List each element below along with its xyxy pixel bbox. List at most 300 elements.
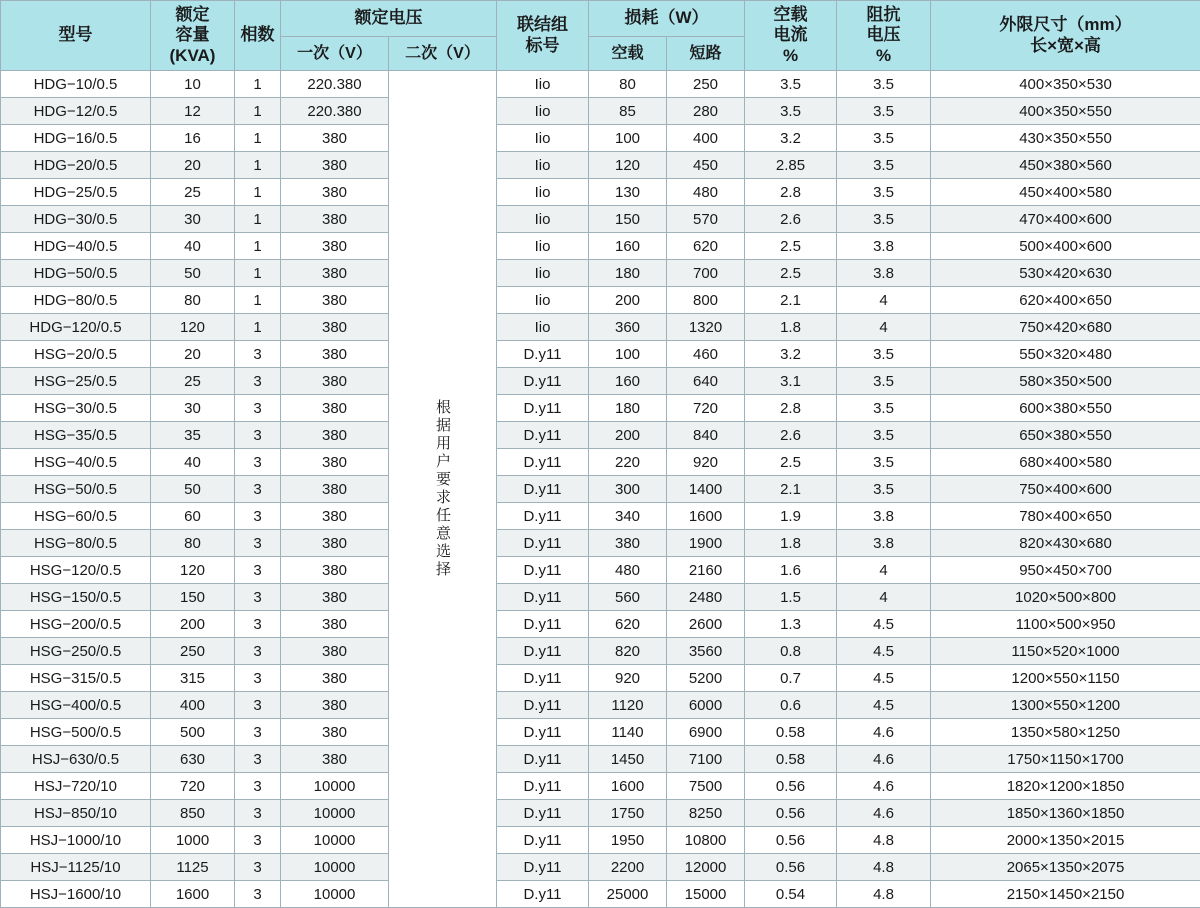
cell-impedance-voltage: 3.5 — [837, 422, 931, 449]
cell-capacity: 40 — [151, 449, 235, 476]
cell-loss-noload: 25000 — [589, 881, 667, 908]
cell-phases: 1 — [235, 287, 281, 314]
cell-loss-short: 12000 — [667, 854, 745, 881]
cell-loss-noload: 100 — [589, 341, 667, 368]
cell-model: HDG−120/0.5 — [1, 314, 151, 341]
table-row — [1, 314, 1200, 341]
table-row — [1, 152, 1200, 179]
header-current-line3: % — [747, 46, 834, 66]
cell-voltage-primary: 380 — [281, 692, 389, 719]
cell-phases: 3 — [235, 341, 281, 368]
table-body — [1, 71, 1200, 908]
cell-model: HSG−20/0.5 — [1, 341, 151, 368]
cell-loss-short: 570 — [667, 206, 745, 233]
cell-phases: 3 — [235, 422, 281, 449]
cell-noload-current: 2.6 — [745, 422, 837, 449]
cell-noload-current: 0.56 — [745, 827, 837, 854]
cell-noload-current: 3.5 — [745, 98, 837, 125]
cell-phases: 1 — [235, 71, 281, 98]
cell-connection-group: Iio — [497, 152, 589, 179]
cell-dimensions: 1350×580×1250 — [931, 719, 1200, 746]
cell-model: HSG−35/0.5 — [1, 422, 151, 449]
cell-phases: 1 — [235, 179, 281, 206]
table-row — [1, 584, 1200, 611]
cell-dimensions: 400×350×550 — [931, 98, 1200, 125]
table-row — [1, 98, 1200, 125]
cell-loss-short: 400 — [667, 125, 745, 152]
cell-loss-noload: 80 — [589, 71, 667, 98]
cell-connection-group: D.y11 — [497, 854, 589, 881]
cell-capacity: 200 — [151, 611, 235, 638]
cell-model: HSJ−850/10 — [1, 800, 151, 827]
header-capacity-line3: (KVA) — [153, 46, 232, 66]
cell-model: HSG−30/0.5 — [1, 395, 151, 422]
header-voltage-secondary: 二次（V） — [389, 36, 497, 70]
cell-phases: 1 — [235, 125, 281, 152]
cell-voltage-primary: 380 — [281, 260, 389, 287]
cell-loss-short: 15000 — [667, 881, 745, 908]
header-loss: 损耗（W） — [589, 1, 745, 37]
cell-impedance-voltage: 3.5 — [837, 71, 931, 98]
cell-loss-short: 2480 — [667, 584, 745, 611]
cell-voltage-secondary-note: 根据用户要求任意选择 — [389, 71, 497, 908]
cell-connection-group: D.y11 — [497, 746, 589, 773]
cell-voltage-primary: 10000 — [281, 881, 389, 908]
cell-capacity: 250 — [151, 638, 235, 665]
cell-dimensions: 580×350×500 — [931, 368, 1200, 395]
cell-dimensions: 780×400×650 — [931, 503, 1200, 530]
cell-impedance-voltage: 3.5 — [837, 341, 931, 368]
cell-dimensions: 500×400×600 — [931, 233, 1200, 260]
table-header — [1, 1, 1200, 71]
table-row — [1, 395, 1200, 422]
cell-model: HSJ−1000/10 — [1, 827, 151, 854]
cell-noload-current: 0.7 — [745, 665, 837, 692]
table-row — [1, 71, 1200, 98]
cell-capacity: 120 — [151, 314, 235, 341]
cell-dimensions: 1850×1360×1850 — [931, 800, 1200, 827]
cell-model: HSJ−1600/10 — [1, 881, 151, 908]
cell-model: HSG−60/0.5 — [1, 503, 151, 530]
cell-noload-current: 2.5 — [745, 260, 837, 287]
cell-impedance-voltage: 3.5 — [837, 206, 931, 233]
cell-voltage-primary: 380 — [281, 314, 389, 341]
cell-capacity: 25 — [151, 179, 235, 206]
table-row — [1, 800, 1200, 827]
cell-phases: 3 — [235, 773, 281, 800]
cell-noload-current: 2.6 — [745, 206, 837, 233]
cell-loss-noload: 2200 — [589, 854, 667, 881]
cell-capacity: 50 — [151, 476, 235, 503]
cell-phases: 3 — [235, 503, 281, 530]
cell-dimensions: 1750×1150×1700 — [931, 746, 1200, 773]
cell-dimensions: 650×380×550 — [931, 422, 1200, 449]
cell-connection-group: Iio — [497, 314, 589, 341]
cell-phases: 3 — [235, 557, 281, 584]
cell-loss-short: 250 — [667, 71, 745, 98]
cell-loss-noload: 1120 — [589, 692, 667, 719]
cell-phases: 3 — [235, 692, 281, 719]
cell-loss-noload: 620 — [589, 611, 667, 638]
cell-connection-group: Iio — [497, 179, 589, 206]
cell-loss-short: 800 — [667, 287, 745, 314]
cell-model: HSG−400/0.5 — [1, 692, 151, 719]
cell-model: HSG−500/0.5 — [1, 719, 151, 746]
cell-loss-noload: 130 — [589, 179, 667, 206]
table-row — [1, 341, 1200, 368]
cell-loss-noload: 1750 — [589, 800, 667, 827]
cell-capacity: 500 — [151, 719, 235, 746]
cell-model: HSG−250/0.5 — [1, 638, 151, 665]
cell-loss-short: 720 — [667, 395, 745, 422]
table-row — [1, 557, 1200, 584]
cell-voltage-primary: 380 — [281, 368, 389, 395]
cell-impedance-voltage: 4.6 — [837, 746, 931, 773]
cell-voltage-primary: 10000 — [281, 773, 389, 800]
cell-noload-current: 2.8 — [745, 395, 837, 422]
header-capacity-line2: 容量 — [153, 25, 232, 45]
cell-model: HDG−80/0.5 — [1, 287, 151, 314]
cell-capacity: 30 — [151, 206, 235, 233]
cell-loss-short: 450 — [667, 152, 745, 179]
cell-voltage-primary: 380 — [281, 179, 389, 206]
cell-loss-short: 620 — [667, 233, 745, 260]
header-impedance-line1: 阻抗 — [839, 5, 928, 25]
cell-noload-current: 0.56 — [745, 800, 837, 827]
cell-loss-noload: 180 — [589, 395, 667, 422]
cell-impedance-voltage: 4.6 — [837, 800, 931, 827]
cell-dimensions: 620×400×650 — [931, 287, 1200, 314]
cell-loss-noload: 220 — [589, 449, 667, 476]
cell-model: HDG−40/0.5 — [1, 233, 151, 260]
cell-connection-group: Iio — [497, 260, 589, 287]
cell-model: HDG−50/0.5 — [1, 260, 151, 287]
cell-connection-group: D.y11 — [497, 368, 589, 395]
header-dim-line1: 外限尺寸（mm） — [933, 15, 1198, 35]
cell-impedance-voltage: 3.5 — [837, 125, 931, 152]
cell-impedance-voltage: 3.5 — [837, 476, 931, 503]
cell-capacity: 80 — [151, 530, 235, 557]
cell-noload-current: 0.54 — [745, 881, 837, 908]
cell-phases: 3 — [235, 854, 281, 881]
cell-connection-group: D.y11 — [497, 719, 589, 746]
cell-impedance-voltage: 3.8 — [837, 260, 931, 287]
cell-capacity: 315 — [151, 665, 235, 692]
cell-voltage-primary: 380 — [281, 503, 389, 530]
cell-capacity: 12 — [151, 98, 235, 125]
cell-connection-group: D.y11 — [497, 584, 589, 611]
cell-connection-group: Iio — [497, 287, 589, 314]
cell-connection-group: Iio — [497, 98, 589, 125]
cell-dimensions: 400×350×530 — [931, 71, 1200, 98]
table-row — [1, 854, 1200, 881]
cell-noload-current: 2.1 — [745, 476, 837, 503]
cell-model: HSG−50/0.5 — [1, 476, 151, 503]
header-group-line2: 标号 — [499, 36, 586, 56]
cell-impedance-voltage: 4.8 — [837, 854, 931, 881]
cell-phases: 3 — [235, 827, 281, 854]
cell-model: HSJ−1125/10 — [1, 854, 151, 881]
cell-impedance-voltage: 4.5 — [837, 638, 931, 665]
cell-loss-short: 460 — [667, 341, 745, 368]
header-capacity-line1: 额定 — [153, 5, 232, 25]
cell-dimensions: 680×400×580 — [931, 449, 1200, 476]
cell-voltage-primary: 380 — [281, 557, 389, 584]
cell-loss-noload: 160 — [589, 368, 667, 395]
cell-connection-group: Iio — [497, 125, 589, 152]
cell-capacity: 30 — [151, 395, 235, 422]
table-row — [1, 422, 1200, 449]
cell-loss-noload: 1450 — [589, 746, 667, 773]
cell-voltage-primary: 380 — [281, 422, 389, 449]
cell-impedance-voltage: 3.5 — [837, 98, 931, 125]
cell-loss-short: 6900 — [667, 719, 745, 746]
cell-connection-group: D.y11 — [497, 773, 589, 800]
cell-loss-noload: 300 — [589, 476, 667, 503]
cell-capacity: 60 — [151, 503, 235, 530]
cell-impedance-voltage: 3.5 — [837, 152, 931, 179]
cell-connection-group: D.y11 — [497, 449, 589, 476]
cell-connection-group: D.y11 — [497, 692, 589, 719]
cell-voltage-primary: 380 — [281, 584, 389, 611]
cell-dimensions: 1300×550×1200 — [931, 692, 1200, 719]
cell-phases: 1 — [235, 152, 281, 179]
header-voltage-primary: 一次（V） — [281, 36, 389, 70]
cell-model: HDG−25/0.5 — [1, 179, 151, 206]
cell-voltage-primary: 380 — [281, 125, 389, 152]
header-impedance-line3: % — [839, 46, 928, 66]
cell-noload-current: 1.3 — [745, 611, 837, 638]
cell-voltage-primary: 220.380 — [281, 71, 389, 98]
cell-connection-group: Iio — [497, 206, 589, 233]
cell-phases: 3 — [235, 476, 281, 503]
cell-phases: 1 — [235, 314, 281, 341]
cell-loss-noload: 480 — [589, 557, 667, 584]
cell-connection-group: D.y11 — [497, 827, 589, 854]
cell-voltage-primary: 380 — [281, 395, 389, 422]
cell-loss-short: 6000 — [667, 692, 745, 719]
cell-loss-noload: 120 — [589, 152, 667, 179]
cell-loss-short: 1900 — [667, 530, 745, 557]
cell-voltage-primary: 380 — [281, 746, 389, 773]
cell-phases: 3 — [235, 719, 281, 746]
header-current-line1: 空载 — [747, 5, 834, 25]
cell-impedance-voltage: 4.5 — [837, 692, 931, 719]
cell-noload-current: 3.1 — [745, 368, 837, 395]
header-group-line1: 联结组 — [499, 15, 586, 35]
cell-voltage-primary: 380 — [281, 341, 389, 368]
cell-connection-group: D.y11 — [497, 341, 589, 368]
cell-connection-group: D.y11 — [497, 503, 589, 530]
cell-dimensions: 820×430×680 — [931, 530, 1200, 557]
table-row — [1, 746, 1200, 773]
cell-model: HSG−80/0.5 — [1, 530, 151, 557]
cell-loss-noload: 340 — [589, 503, 667, 530]
cell-capacity: 850 — [151, 800, 235, 827]
cell-loss-short: 480 — [667, 179, 745, 206]
cell-phases: 3 — [235, 611, 281, 638]
table-row — [1, 719, 1200, 746]
cell-capacity: 80 — [151, 287, 235, 314]
cell-phases: 1 — [235, 98, 281, 125]
cell-model: HSG−40/0.5 — [1, 449, 151, 476]
table-row — [1, 773, 1200, 800]
cell-dimensions: 470×400×600 — [931, 206, 1200, 233]
cell-dimensions: 750×420×680 — [931, 314, 1200, 341]
cell-loss-noload: 85 — [589, 98, 667, 125]
cell-connection-group: D.y11 — [497, 800, 589, 827]
cell-loss-noload: 360 — [589, 314, 667, 341]
table-row — [1, 476, 1200, 503]
cell-model: HDG−16/0.5 — [1, 125, 151, 152]
cell-impedance-voltage: 3.5 — [837, 179, 931, 206]
cell-voltage-primary: 380 — [281, 449, 389, 476]
header-connection-group — [497, 1, 589, 71]
cell-model: HSG−120/0.5 — [1, 557, 151, 584]
header-model: 型号 — [1, 1, 151, 71]
cell-loss-noload: 920 — [589, 665, 667, 692]
header-loss-noload: 空载 — [589, 36, 667, 70]
cell-loss-noload: 180 — [589, 260, 667, 287]
cell-noload-current: 0.6 — [745, 692, 837, 719]
cell-capacity: 1000 — [151, 827, 235, 854]
cell-capacity: 150 — [151, 584, 235, 611]
cell-dimensions: 1150×520×1000 — [931, 638, 1200, 665]
cell-loss-noload: 820 — [589, 638, 667, 665]
cell-loss-noload: 1950 — [589, 827, 667, 854]
cell-capacity: 1600 — [151, 881, 235, 908]
table-row — [1, 611, 1200, 638]
table-row — [1, 449, 1200, 476]
cell-loss-noload: 1600 — [589, 773, 667, 800]
table-row — [1, 827, 1200, 854]
cell-phases: 1 — [235, 233, 281, 260]
cell-noload-current: 1.9 — [745, 503, 837, 530]
cell-phases: 3 — [235, 395, 281, 422]
cell-connection-group: D.y11 — [497, 881, 589, 908]
table-row — [1, 179, 1200, 206]
table-row — [1, 692, 1200, 719]
cell-connection-group: D.y11 — [497, 557, 589, 584]
cell-noload-current: 0.58 — [745, 719, 837, 746]
cell-voltage-primary: 380 — [281, 611, 389, 638]
header-impedance-line2: 电压 — [839, 25, 928, 45]
header-capacity — [151, 1, 235, 71]
cell-loss-short: 280 — [667, 98, 745, 125]
cell-loss-noload: 1140 — [589, 719, 667, 746]
cell-voltage-primary: 380 — [281, 152, 389, 179]
cell-loss-noload: 150 — [589, 206, 667, 233]
cell-voltage-primary: 380 — [281, 530, 389, 557]
cell-impedance-voltage: 4 — [837, 287, 931, 314]
cell-voltage-primary: 10000 — [281, 854, 389, 881]
cell-capacity: 35 — [151, 422, 235, 449]
cell-noload-current: 2.85 — [745, 152, 837, 179]
header-dim-line2: 长×宽×高 — [933, 36, 1198, 56]
cell-phases: 3 — [235, 746, 281, 773]
table-row — [1, 233, 1200, 260]
cell-dimensions: 1200×550×1150 — [931, 665, 1200, 692]
cell-voltage-primary: 10000 — [281, 800, 389, 827]
cell-noload-current: 3.5 — [745, 71, 837, 98]
cell-phases: 3 — [235, 584, 281, 611]
cell-phases: 1 — [235, 260, 281, 287]
cell-voltage-primary: 380 — [281, 719, 389, 746]
cell-loss-noload: 200 — [589, 287, 667, 314]
cell-voltage-primary: 380 — [281, 638, 389, 665]
cell-loss-short: 10800 — [667, 827, 745, 854]
cell-impedance-voltage: 3.8 — [837, 233, 931, 260]
cell-impedance-voltage: 4 — [837, 584, 931, 611]
cell-dimensions: 1820×1200×1850 — [931, 773, 1200, 800]
cell-phases: 1 — [235, 206, 281, 233]
header-loss-short: 短路 — [667, 36, 745, 70]
cell-voltage-primary: 380 — [281, 206, 389, 233]
header-noload-current — [745, 1, 837, 71]
cell-capacity: 630 — [151, 746, 235, 773]
cell-loss-short: 840 — [667, 422, 745, 449]
cell-impedance-voltage: 3.8 — [837, 530, 931, 557]
cell-loss-short: 700 — [667, 260, 745, 287]
cell-noload-current: 0.56 — [745, 773, 837, 800]
cell-dimensions: 750×400×600 — [931, 476, 1200, 503]
cell-loss-short: 7100 — [667, 746, 745, 773]
cell-model: HDG−30/0.5 — [1, 206, 151, 233]
cell-voltage-primary: 220.380 — [281, 98, 389, 125]
cell-voltage-primary: 380 — [281, 233, 389, 260]
cell-dimensions: 450×400×580 — [931, 179, 1200, 206]
header-phases: 相数 — [235, 1, 281, 71]
cell-phases: 3 — [235, 368, 281, 395]
cell-loss-noload: 160 — [589, 233, 667, 260]
cell-voltage-primary: 380 — [281, 287, 389, 314]
cell-capacity: 10 — [151, 71, 235, 98]
header-dimensions — [931, 1, 1200, 71]
cell-connection-group: D.y11 — [497, 530, 589, 557]
cell-loss-noload: 100 — [589, 125, 667, 152]
cell-model: HSG−315/0.5 — [1, 665, 151, 692]
table-row — [1, 260, 1200, 287]
cell-noload-current: 1.8 — [745, 314, 837, 341]
cell-voltage-primary: 10000 — [281, 827, 389, 854]
header-impedance-voltage — [837, 1, 931, 71]
cell-connection-group: D.y11 — [497, 422, 589, 449]
cell-capacity: 50 — [151, 260, 235, 287]
cell-loss-short: 920 — [667, 449, 745, 476]
cell-capacity: 25 — [151, 368, 235, 395]
cell-impedance-voltage: 3.5 — [837, 449, 931, 476]
cell-dimensions: 530×420×630 — [931, 260, 1200, 287]
cell-dimensions: 550×320×480 — [931, 341, 1200, 368]
cell-dimensions: 950×450×700 — [931, 557, 1200, 584]
cell-connection-group: D.y11 — [497, 611, 589, 638]
cell-noload-current: 1.6 — [745, 557, 837, 584]
cell-impedance-voltage: 4.5 — [837, 611, 931, 638]
cell-model: HDG−20/0.5 — [1, 152, 151, 179]
cell-impedance-voltage: 3.5 — [837, 395, 931, 422]
table-row — [1, 368, 1200, 395]
cell-impedance-voltage: 4 — [837, 557, 931, 584]
cell-noload-current: 2.8 — [745, 179, 837, 206]
header-voltage: 额定电压 — [281, 1, 497, 37]
cell-capacity: 16 — [151, 125, 235, 152]
header-row-1 — [1, 1, 1200, 37]
cell-dimensions: 450×380×560 — [931, 152, 1200, 179]
cell-connection-group: D.y11 — [497, 638, 589, 665]
cell-noload-current: 2.5 — [745, 233, 837, 260]
cell-noload-current: 1.5 — [745, 584, 837, 611]
cell-loss-short: 1400 — [667, 476, 745, 503]
